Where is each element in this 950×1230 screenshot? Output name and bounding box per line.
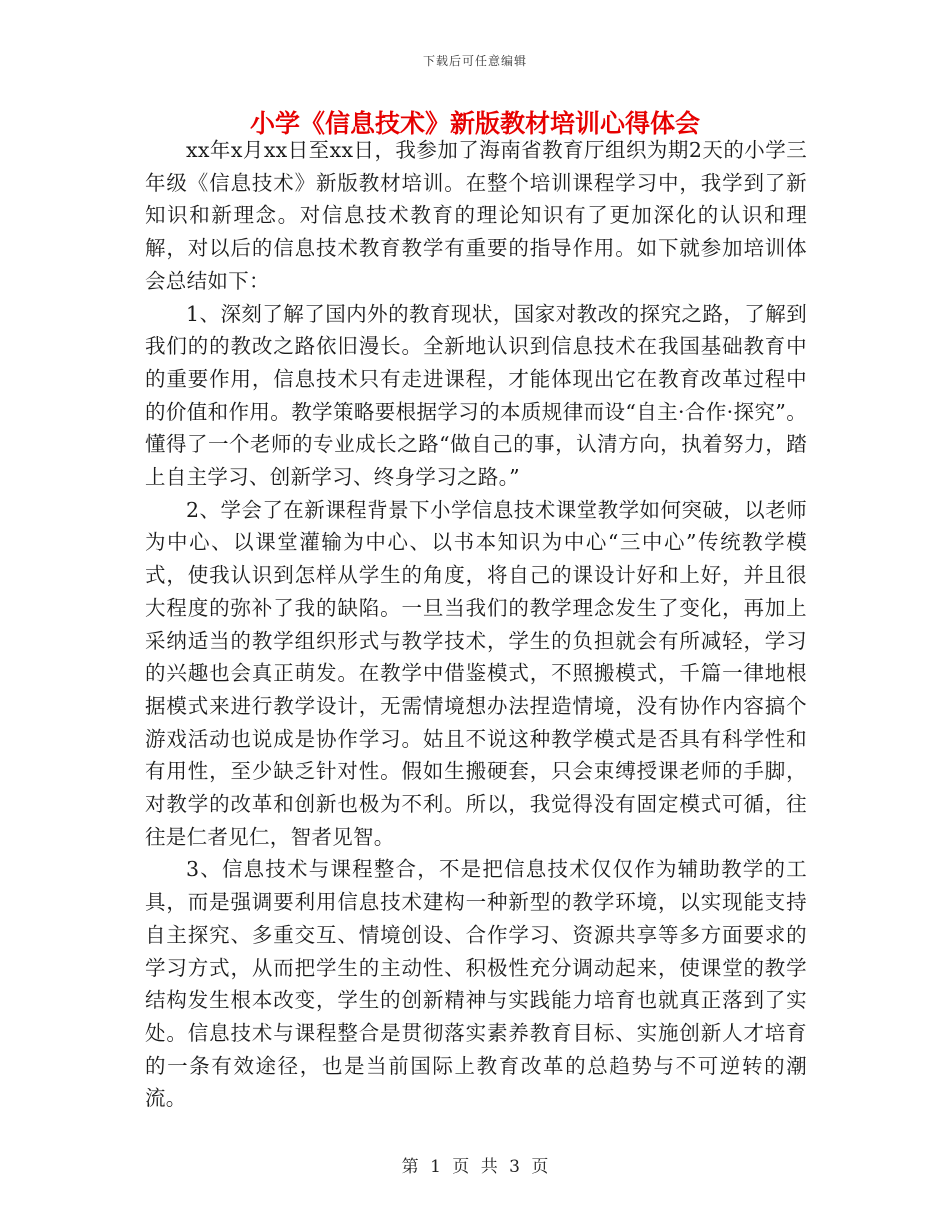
- page-number: 第 1 页 共 3 页: [401, 1157, 549, 1177]
- paragraph-point-3: 3、信息技术与课程整合，不是把信息技术仅仅作为辅助教学的工具，而是强调要利用信息技术建构一种新型的教学环境，以实现能支持自主探究、多重交互、情境创设、合作学习、资源共享等多方面要求的学习方式，从而把学生的主动性、积极性充分调动起来，使课堂的教学结构发生根本改变，学生的创新精神与实践能力培育也就真正落到了实处。信息技术与课程整合是贯彻落实素养教育目标、实施创新人才培育的一条有效途径，也是当前国际上教育改革的总趋势与不可逆转的潮流。: [145, 857, 807, 1111]
- header-note: 下载后可任意编辑: [422, 54, 527, 68]
- paragraph-point-2: 2、学会了在新课程背景下小学信息技术课堂教学如何突破，以老师为中心、以课堂灌输为中心、以书本知识为中心“三中心”传统教学模式，使我认识到怎样从学生的角度，将自己的课设计好和上好，并且很大程度的弥补了我的缺陷。一旦当我们的教学理念发生了变化，再加上采纳适当的教学组织形式与教学技术，学生的负担就会有所减轻，学习的兴趣也会真正萌发。在教学中借鉴模式，不照搬模式，千篇一律地根据模式来进行教学设计，无需情境想办法捏造情境，没有协作内容搞个游戏活动也说成是协作学习。姑且不说这种教学模式是否具有科学性和有用性，至少缺乏针对性。假如生搬硬套，只会束缚授课老师的手脚，对教学的改革和创新也极为不利。所以，我觉得没有固定模式可循，往往是仁者见仁，智者见智。: [145, 497, 807, 849]
- document-body: [145, 134, 807, 1115]
- paragraph-point-1: 1、深刻了解了国内外的教育现状，国家对教改的探究之路，了解到我们的的教改之路依旧漫长。全新地认识到信息技术在我国基础教育中的重要作用，信息技术只有走进课程，才能体现出它在教育改革过程中的价值和作用。教学策略要根据学习的本质规律而设“自主·合作·探究”。懂得了一个老师的专业成长之路“做自己的事，认清方向，执着努力，踏上自主学习、创新学习、终身学习之路。”: [145, 301, 807, 490]
- document-title: 小学《信息技术》新版教材培训心得体会: [249, 109, 700, 138]
- paragraph-intro: xx年x月xx日至xx日，我参加了海南省教育厅组织为期2天的小学三年级《信息技术》新版教材培训。在整个培训课程学习中，我学到了新知识和新理念。对信息技术教育的理论知识有了更加深化的认识和理解，对以后的信息技术教育教学有重要的指导作用。如下就参加培训体会总结如下：: [145, 138, 807, 293]
